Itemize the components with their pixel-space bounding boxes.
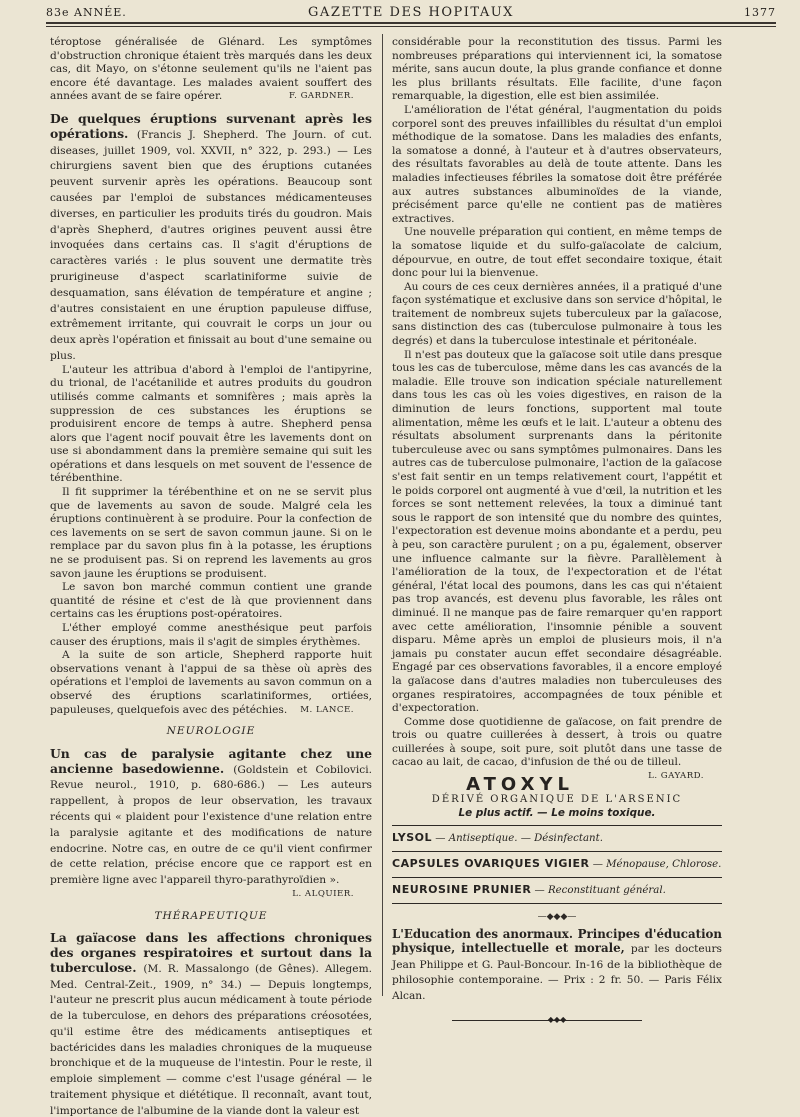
gaiacose-paragraph-1: L'amélioration de l'état général, l'augmentation du poids corporel sont des preuves infaillibles du résultat d'un emploi méthodique de la somatose. Dans les maladies des enfants, la somatose a donné, à l'auteur et à d'autres observateurs, des résultats favorables au delà de toute attente. Dans les maladies infectieuses fébriles la somatose doit être préférée aux autres substances albuminoïdes de la viande, précisément parce qu'elle ne contient pas de matières extractives.: [392, 103, 722, 225]
article-eruptions-signature: M. LANCE.: [300, 704, 354, 715]
ad-neurosine: [392, 883, 722, 898]
right-column: [392, 36, 722, 1027]
header-year: 83e ANNÉE.: [46, 6, 127, 19]
ad-lysol-description: — Antiseptique. — Désinfectant.: [435, 833, 603, 845]
ad-divider-1: [392, 825, 722, 826]
book-notice-details: par les docteurs Jean Philippe et G. Paul-Boncour. In-16 de la bibliothèque de philosophie contemporaine. — Prix : 2 fr. 50. — Paris Félix Alcan.: [392, 943, 722, 1002]
header-title: GAZETTE DES HOPITAUX: [308, 5, 514, 20]
ad-atoxyl-subtitle: DÉRIVÉ ORGANIQUE DE L'ARSENIC: [431, 794, 683, 806]
gaiacose-paragraph-5: [392, 715, 722, 782]
ad-capsules-brand: CAPSULES OVARIQUES VIGIER: [392, 857, 590, 871]
article-eruptions-paragraph-6: [50, 649, 372, 717]
article-eruptions-lead: — Les chirurgiens savent bien que des éruptions cutanées peuvent survenir après les opérations. Beaucoup sont causées par l'emploi de substances médicamenteuses diverses, en particulier les produits tirés du goudron. Mais d'après Shepherd, d'autres origines peuvent aussi être invoquées dans certains cas. Il s'agit d'éruptions de caractères variés : le plus souvent une dermatite très prurigineuse d'aspect scarlatiniforme suivie de desquamation, sans élévation de température et angine ; d'autres consistaient en une éruption papuleuse diffuse, extrêmement irritante, qui couvrait le corps un jour ou deux après l'opération et finissait au bout d'une semaine ou plus.: [50, 144, 372, 362]
article-gaiacose-reference: (M. R. Massalongo (de Gênes). Allegem. Med. Central-Zeit., 1909, n° 34.): [50, 962, 372, 991]
article-gaiacose-title: [50, 931, 372, 1117]
article-eruptions-title: [50, 112, 372, 364]
article-eruptions-paragraph-3: Il fit supprimer la térébenthine et on ne se servit plus que de lavements au savon de soude. Malgré cela les éruptions continuèrent à se produire. Pour la confection de ces lavements on se sert de savon commun jaune. Si on le remplace par du savon plus fin à la potasse, les éruptions ne se produisent pas. Si on reprend les lavements au gros savon jaune les éruptions se produisent.: [50, 486, 372, 580]
header-rule: [46, 22, 776, 24]
gaiacose-paragraph-3: Au cours de ces ceux dernières années, il a pratiqué d'une façon systématique et exclusive dans son service d'hôpital, le traitement de nombreux sujets tuberculeux par la gaïacose, sans distinction des cas (tuberculose pulmonaire à tous les degrés) et dans la tuberculose intestinale et péritonéale.: [392, 280, 722, 348]
header-page-number: 1377: [744, 6, 776, 19]
article-eruptions-heading: De quelques éruptions survenant après les opérations.: [50, 110, 372, 141]
header-rule-thin: [46, 26, 776, 27]
intro-paragraph: [50, 36, 372, 104]
ad-capsules-description: — Ménopause, Chlorose.: [592, 859, 722, 871]
article-gaiacose-heading: La gaïacose dans les affections chroniques des organes respiratoires et surtout dans la tuberculose.: [50, 930, 372, 975]
article-eruptions-paragraph-2: L'auteur les attribua d'abord à l'emploi de l'antipyrine, du trional, de l'acétanilide et autres produits du goudron utilisés comme calmants et somnifères ; mais après la suppression de ces substances les éruptions se produisirent encore de temps à autre. Shepherd pensa alors que l'agent nocif pouvait être les lavements dont on use si abondamment dans la première semaine qui suit les opérations et dans lesquels on met souvent de l'essence de térébenthine.: [50, 363, 372, 485]
ad-atoxyl-tagline: Le plus actif. — Le moins toxique.: [458, 807, 656, 820]
ad-lysol: [392, 831, 722, 846]
ad-atoxyl-brand: ATOXYL: [466, 774, 574, 796]
gaiacose-paragraph-2: Une nouvelle préparation qui contient, en même temps de la somatose liquide et du sulfo-gaïacolate de calcium, dépourvue, en outre, de tout effet secondaire toxique, était donc pour lui la bienvenue.: [392, 226, 722, 280]
ad-neurosine-brand: NEUROSINE PRUNIER: [392, 883, 532, 897]
left-column: [50, 36, 372, 1117]
article-paralysie-heading: Un cas de paralysie agitante chez une ancienne basedowienne.: [50, 745, 372, 776]
article-paralysie-title: [50, 747, 372, 888]
book-notice: [392, 927, 722, 1003]
gaiacose-continued-paragraph: considérable pour la reconstitution des tissus. Parmi les nombreuses préparations qui interviennent ici, la somatose mérite, sans aucun doute, la plus grande confiance et donne les plus brillants résultats. Elle facilite, d'une façon remarquable, la digestion, elle est bien assimilée.: [392, 36, 722, 103]
ad-capsules: [392, 857, 722, 872]
article-paralysie-signature: L. ALQUIER.: [292, 888, 354, 899]
article-paralysie-lead: — Les auteurs rappellent, à propos de leur observation, les travaux récents qui « plaident pour l'existence d'une relation entre la paralysie agitante et des modifications de nature endocrine. Notre cas, en outre de ce qu'il vient confirmer de cette relation, précise encore que ce rapport est en première ligne avec l'appareil thyro-parathyroïdien ».: [50, 779, 372, 887]
article-paralysie-reference: (Goldstein et Cobilovici. Revue neurol., 1910, p. 680-686.): [50, 763, 372, 792]
article-eruptions-reference: (Francis J. Shepherd. The Journ. of cut. diseases, juillet 1909, vol. XXVII, n° 322, p. 293.): [50, 128, 372, 157]
gaiacose-paragraph-4: Il n'est pas douteux que la gaïacose soit utile dans presque tous les cas de tuberculose, même dans les cas avancés de la maladie. Elle trouve son indication spéciale naturellement dans tous les cas où les voies digestives, en raison de la diminution de leurs fonctions, supportent mal toute alimentation, même les œufs et le lait. L'auteur a obtenu des résultats absolument surprenants dans la péritonite tuberculeuse avec ou sans symptômes pulmonaires. Dans les autres cas de tuberculose pulmonaire, l'action de la gaïacose s'est fait sentir en un temps relativement court, l'appétit et le poids corporel ont augmenté à vue d'œil, la nutrition et les forces se sont nettement relevées, la toux a diminué tant sous le rapport de son intensité que du nombre des quintes, l'expectoration est devenue moins abondante et a perdu, peu à peu, son caractère purulent ; on a pu, également, observer une influence calmante sur la fièvre. Parallèlement à l'amélioration de la toux, de l'expectoration et de l'état général, l'état local des poumons, dans les cas qui n'étaient pas trop avancés, est devenu plus favorable, les râles ont diminué. Il ne manque pas de faire remarquer qu'en rapport avec cette amélioration, l'insomnie pénible a souvent disparu. Même après un emploi de plusieurs mois, il n'a jamais pu constater aucun effet secondaire désagréable. Engagé par ces observations favorables, il a encore employé la gaïacose dans d'autres maladies non tuberculeuses des organes respiratoires, accompagnées de toux pénible et d'expectoration.: [392, 348, 722, 715]
article-eruptions-paragraph-6-text: A la suite de son article, Shepherd rapporte huit observations venant à l'appui de sa thèse où après des opérations et l'emploi de lavements au savon commun on a observé des éruptions scarlatiniformes, ortiées, papuleuses, quelquefois avec des pétéchies.: [50, 649, 372, 716]
book-notice-title: L'Education des anormaux. Principes d'éducation physique, intellectuelle et morale,: [392, 927, 722, 956]
intro-signature: F. GARDNER.: [288, 91, 354, 102]
ornament-separator: —◆◆◆—: [537, 912, 577, 923]
section-heading-neurologie: NEUROLOGIE: [166, 725, 256, 738]
article-eruptions-paragraph-5: L'éther employé comme anesthésique peut parfois causer des éruptions, mais il s'agit de simples érythèmes.: [50, 622, 372, 648]
ad-divider-3: [392, 877, 722, 878]
article-eruptions-paragraph-4: Le savon bon marché commun contient une grande quantité de résine et c'est de là que proviennent dans certains cas les éruptions post-opératoires.: [50, 581, 372, 621]
gaiacose-signature: L. GAYARD.: [648, 771, 704, 782]
ad-divider-2: [392, 851, 722, 852]
ad-lysol-brand: LYSOL: [392, 831, 433, 845]
ornament-rule: [392, 1013, 722, 1027]
ad-divider-4: [392, 903, 722, 904]
intro-text: téroptose généralisée de Glénard. Les symptômes d'obstruction chronique étaient très marqués dans les deux cas, dit Mayo, on s'étonne seulement qu'ils ne l'aient pas encore été davantage. Les malades avaient souffert des années avant de se faire opérer.: [50, 36, 372, 103]
column-divider: [382, 34, 383, 996]
ad-neurosine-description: — Reconstituant général.: [534, 885, 666, 897]
gaiacose-paragraph-5-text: Comme dose quotidienne de gaïacose, on fait prendre de trois ou quatre cuillerées à dessert, à trois ou quatre cuillerées à soupe, soit pure, soit plutôt dans une tasse de cacao au lait, de cacao, d'infusion de thé ou de tilleul.: [392, 715, 722, 769]
section-heading-therapeutique: THÉRAPEUTIQUE: [154, 909, 268, 922]
advertisements-block: [392, 776, 722, 1027]
article-gaiacose-lead: — Depuis longtemps, l'auteur ne prescrit plus aucun médicament à toute période de la tuberculose, en dehors des préparations créosotées, qu'il estime être des médicaments antiseptiques et bactéricides dans les maladies chroniques de la muqueuse bronchique et de la muqueuse de l'intestin. Pour le reste, il emploie simplement — comme c'est l'usage général — le traitement physique et diététique. Il reconnaît, avant tout, l'importance de l'albumine de la viande dont la valeur est: [50, 978, 372, 1117]
ornament-rule-glyphs: ◆◆◆: [547, 1015, 567, 1025]
